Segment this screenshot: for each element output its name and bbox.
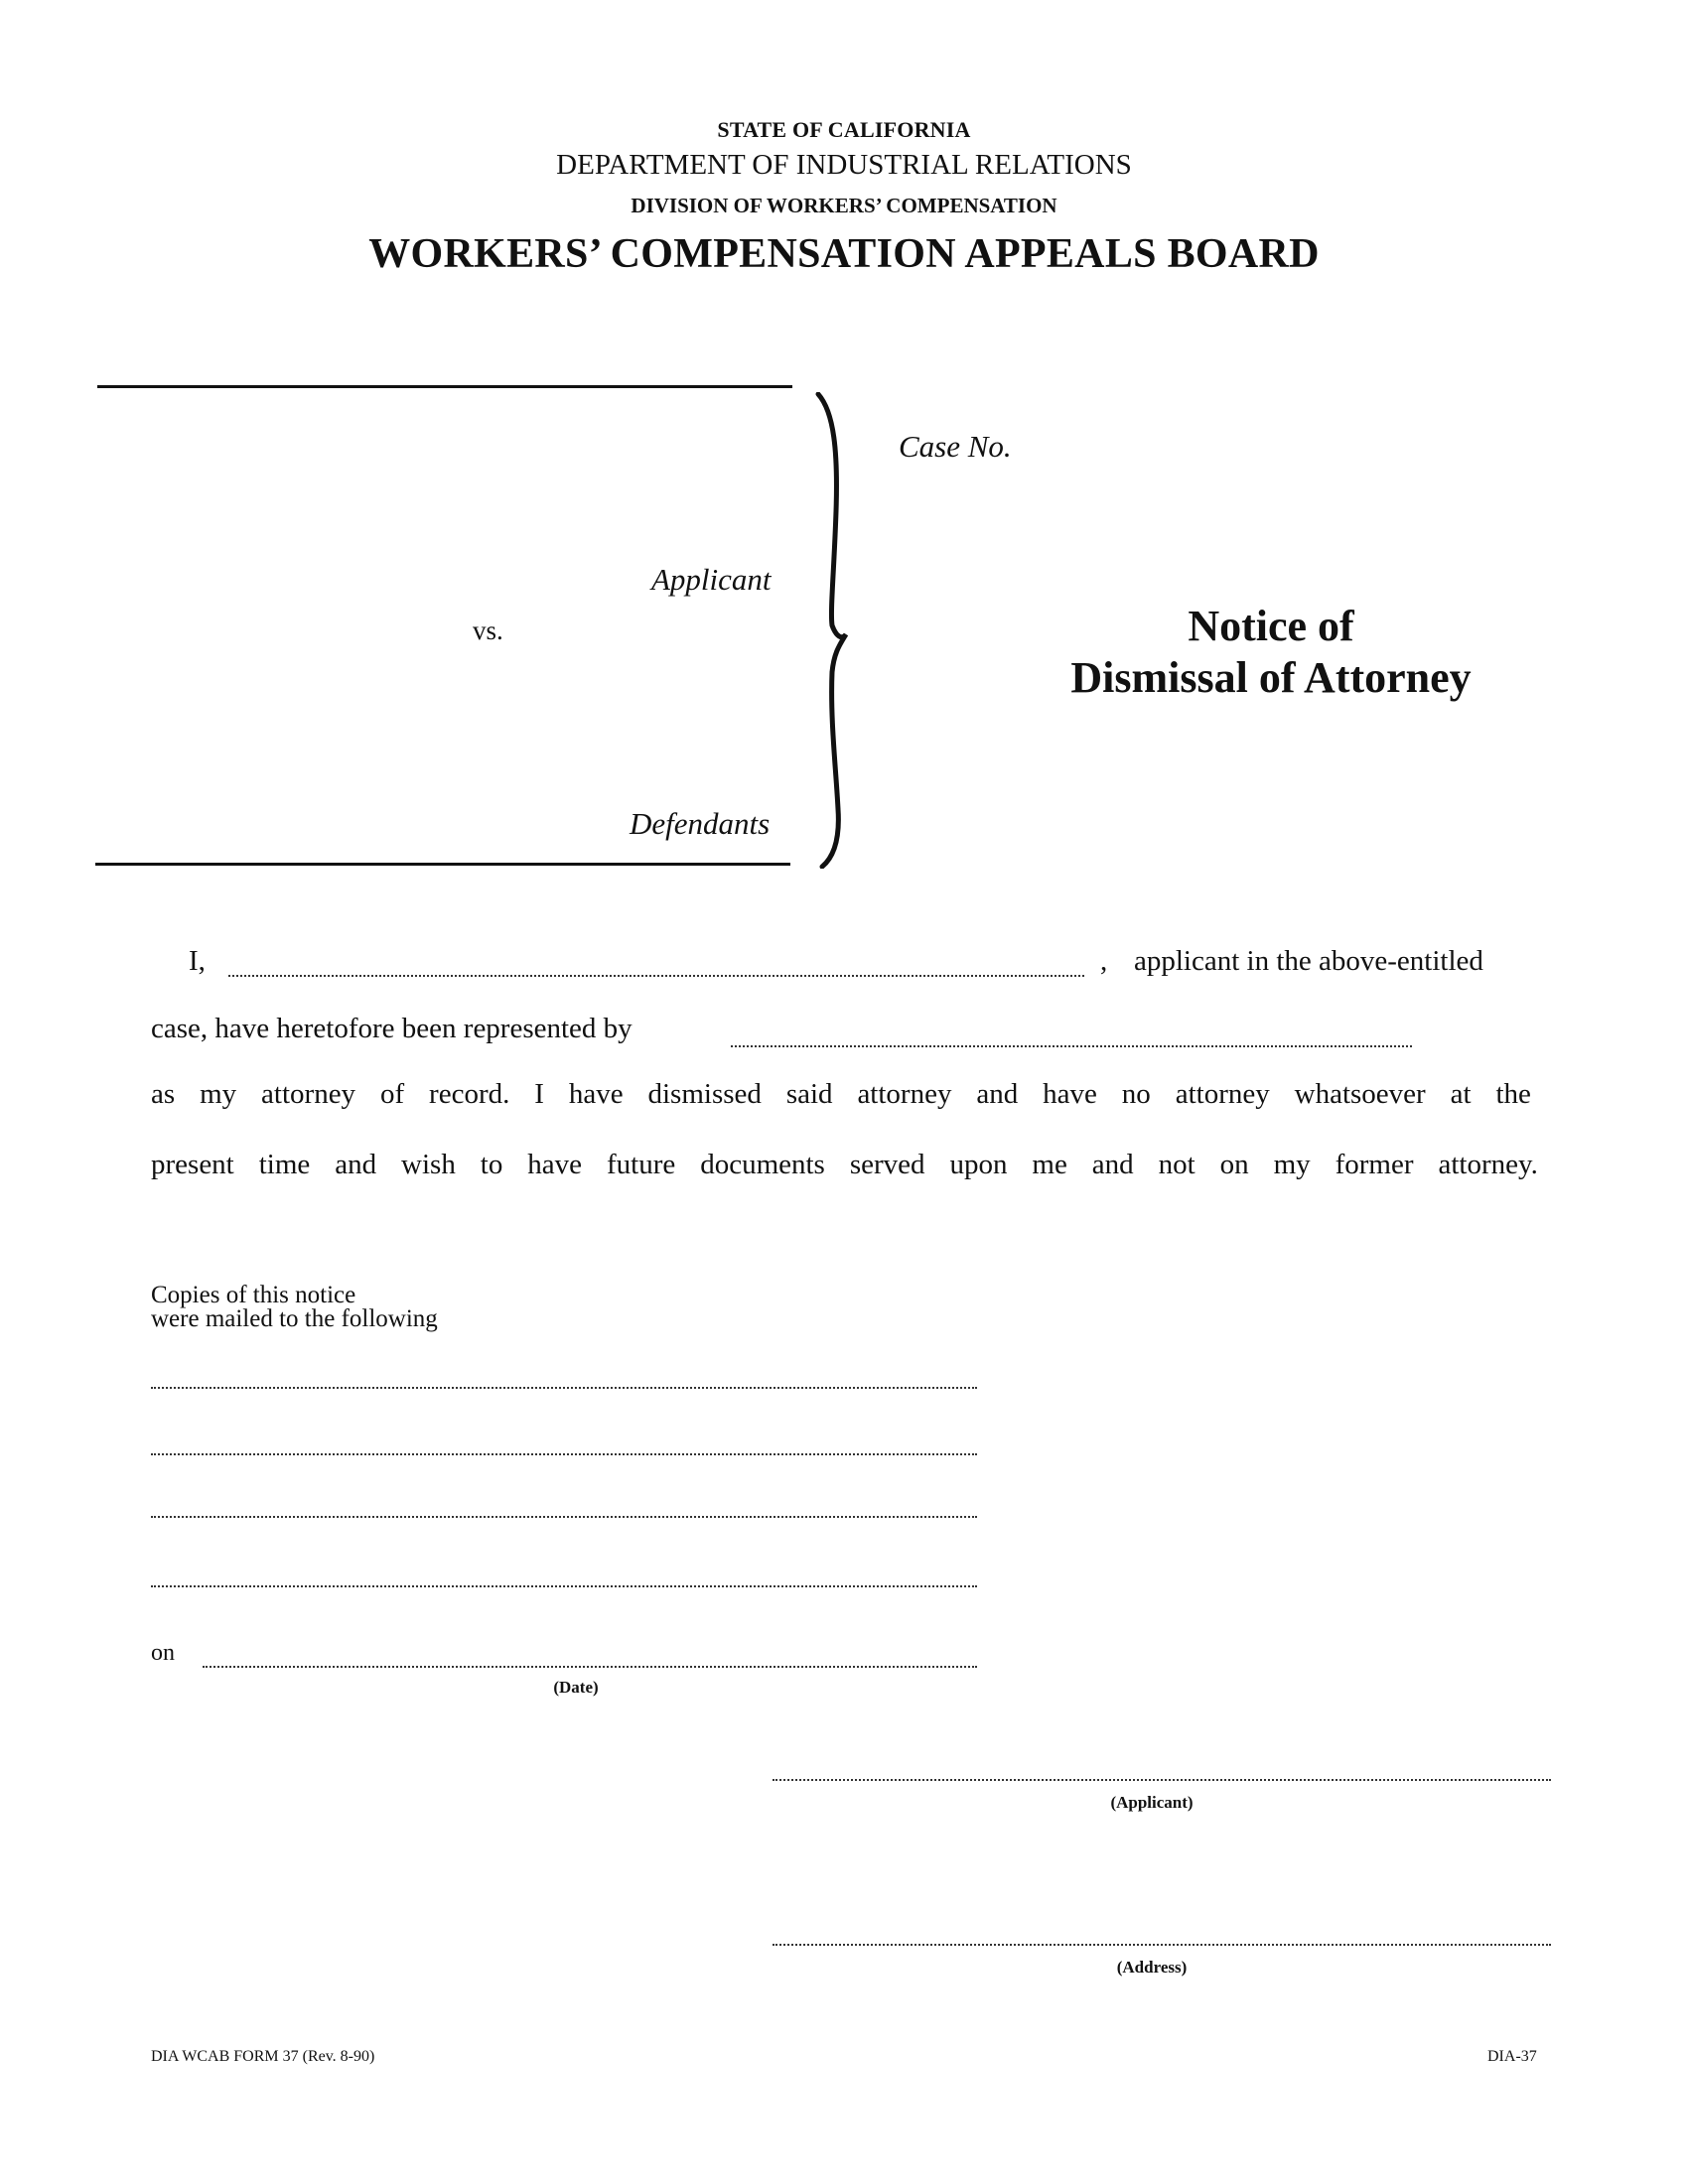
- body-word: have: [1043, 1078, 1097, 1110]
- body-line4: [151, 1149, 1538, 1181]
- copies-label-line2: were mailed to the following: [151, 1305, 438, 1332]
- body-word: record.: [429, 1078, 510, 1110]
- body-word: and: [335, 1149, 377, 1180]
- body-line2-start: case, have heretofore been represented by: [151, 1013, 633, 1044]
- vs-label: vs.: [473, 615, 503, 645]
- body-word: attorney.: [1438, 1149, 1538, 1180]
- applicant-label: Applicant: [651, 562, 772, 597]
- recipient-line-2[interactable]: [151, 1453, 977, 1455]
- defendants-label: Defendants: [630, 806, 771, 841]
- body-word: at: [1450, 1078, 1472, 1110]
- date-caption: (Date): [553, 1678, 599, 1697]
- address-field[interactable]: [773, 1944, 1551, 1946]
- body-line1-end: applicant in the above-entitled: [1134, 945, 1483, 977]
- body-word: no: [1121, 1078, 1151, 1110]
- body-word: attorney: [261, 1078, 356, 1110]
- body-word: to: [480, 1149, 503, 1180]
- body-word: documents: [700, 1149, 825, 1180]
- copies-label-line1: Copies of this notice: [151, 1282, 356, 1308]
- footer-code: DIA-37: [1487, 2048, 1537, 2065]
- recipient-line-1[interactable]: [151, 1387, 977, 1389]
- body-word: future: [607, 1149, 676, 1180]
- address-caption: (Address): [1116, 1958, 1188, 1977]
- copies-label: [151, 1284, 438, 1331]
- body-word: served: [849, 1149, 925, 1180]
- body-word: and: [1091, 1149, 1134, 1180]
- body-word: said: [785, 1078, 833, 1110]
- footer-form-id: DIA WCAB FORM 37 (Rev. 8-90): [151, 2048, 375, 2065]
- header-department: DEPARTMENT OF INDUSTRIAL RELATIONS: [556, 149, 1132, 181]
- body-word: dismissed: [647, 1078, 762, 1110]
- body-word: me: [1032, 1149, 1067, 1180]
- body-word: as: [151, 1078, 176, 1110]
- body-word: attorney: [1175, 1078, 1270, 1110]
- body-word: former: [1335, 1149, 1414, 1180]
- body-word: attorney: [857, 1078, 952, 1110]
- body-word: have: [527, 1149, 583, 1180]
- recipient-line-4[interactable]: [151, 1585, 977, 1587]
- body-word: have: [568, 1078, 624, 1110]
- body-word: wish: [401, 1149, 456, 1180]
- body-line1-start: I,: [189, 945, 206, 977]
- caption-brace-icon: [812, 392, 862, 869]
- applicant-signature-field[interactable]: [773, 1779, 1551, 1781]
- notice-title-line2: Dismissal of Attorney: [1070, 653, 1472, 702]
- former-attorney-field[interactable]: [731, 1045, 1412, 1047]
- body-word: not: [1158, 1149, 1196, 1180]
- header-board: WORKERS’ COMPENSATION APPEALS BOARD: [368, 231, 1320, 277]
- body-word: whatsoever: [1294, 1078, 1426, 1110]
- body-word: I: [534, 1078, 544, 1110]
- body-line1-comma: ,: [1100, 945, 1108, 977]
- body-word: of: [379, 1078, 405, 1110]
- body-line3: [151, 1078, 1531, 1111]
- case-no-label: Case No.: [899, 429, 1012, 464]
- header-state: STATE OF CALIFORNIA: [717, 117, 971, 142]
- body-word: and: [976, 1078, 1019, 1110]
- body-word: upon: [949, 1149, 1008, 1180]
- recipient-line-3[interactable]: [151, 1516, 977, 1518]
- notice-title-line1: Notice of: [1188, 602, 1354, 650]
- notice-title: [1033, 601, 1509, 704]
- applicant-name-field[interactable]: [228, 975, 1084, 977]
- on-label: on: [151, 1640, 175, 1666]
- applicant-caption: (Applicant): [1110, 1793, 1194, 1812]
- caption-bottom-rule: [95, 863, 790, 866]
- body-word: present: [151, 1149, 234, 1180]
- header-division: DIVISION OF WORKERS’ COMPENSATION: [631, 194, 1057, 217]
- body-word: my: [200, 1078, 237, 1110]
- body-word: on: [1219, 1149, 1249, 1180]
- date-field[interactable]: [203, 1666, 977, 1668]
- body-word: the: [1495, 1078, 1531, 1110]
- caption-top-rule: [97, 385, 792, 388]
- body-word: time: [258, 1149, 311, 1180]
- body-word: my: [1273, 1149, 1311, 1180]
